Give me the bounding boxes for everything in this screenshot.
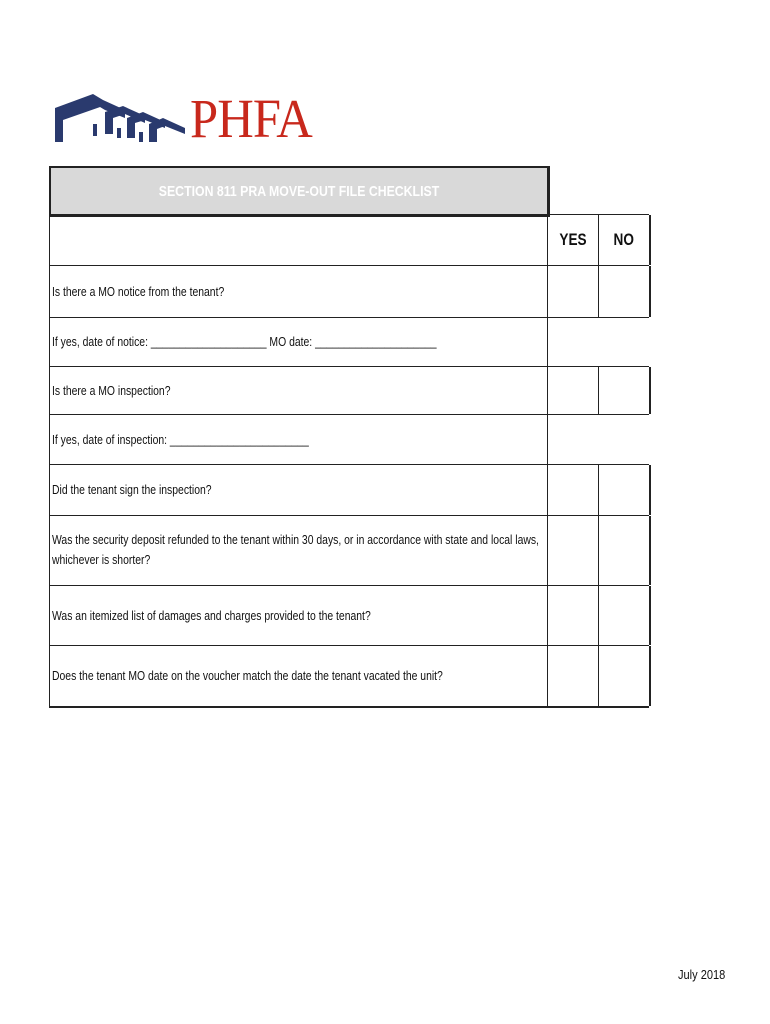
row-left-border: [49, 266, 50, 317]
question-wrap: [52, 530, 541, 570]
no-checkbox[interactable]: [598, 586, 651, 645]
checklist-row-mo-inspection: [49, 366, 649, 414]
question-text-line2: whichever is shorter?: [52, 551, 151, 567]
yes-header-label-wrap: [548, 215, 598, 265]
question-text: If yes, date of inspection: ________________________: [52, 431, 309, 447]
footer-date: [678, 967, 734, 982]
checklist-row-voucher-date: [49, 645, 649, 708]
row-left-border: [49, 516, 50, 585]
row-divider: [547, 318, 598, 366]
house-roofs-icon: [55, 90, 190, 148]
logo-text: PHFA: [190, 88, 312, 149]
header-row: [49, 214, 649, 265]
row-left-border: [49, 215, 50, 265]
row-left-border: [49, 415, 50, 464]
yes-checkbox[interactable]: [547, 646, 598, 706]
checklist-table: [49, 214, 649, 708]
phfa-logo: [55, 90, 320, 148]
no-checkbox[interactable]: [598, 646, 651, 706]
yes-checkbox[interactable]: [547, 586, 598, 645]
row-left-border: [49, 646, 50, 706]
question-wrap: [52, 381, 541, 401]
yes-checkbox[interactable]: [547, 516, 598, 585]
checklist-row-mo-notice: [49, 265, 649, 317]
question-wrap: [52, 666, 541, 686]
yes-header-label: YES: [559, 230, 587, 249]
footer-date-text: July 2018: [678, 967, 726, 982]
yes-checkbox[interactable]: [547, 367, 598, 414]
question-text: Does the tenant MO date on the voucher match the date the tenant vacated the unit?: [52, 668, 443, 683]
checklist-title: SECTION 811 PRA MOVE-OUT FILE CHECKLIST: [158, 182, 440, 200]
checklist-row-security-deposit: [49, 515, 649, 585]
no-header-label-wrap: [599, 215, 649, 265]
no-header-cell: [598, 215, 651, 265]
question-wrap: [52, 282, 541, 302]
question-text: Was an itemized list of damages and charges provided to the tenant?: [52, 607, 371, 623]
checklist-row-inspection-date: [49, 414, 649, 464]
question-wrap: [52, 606, 541, 626]
yes-header-cell: [547, 215, 598, 265]
no-checkbox[interactable]: [598, 266, 651, 317]
no-checkbox[interactable]: [598, 465, 651, 515]
row-left-border: [49, 465, 50, 515]
yes-checkbox[interactable]: [547, 266, 598, 317]
question-text: Is there a MO notice from the tenant?: [52, 283, 225, 299]
question-text: Did the tenant sign the inspection?: [52, 482, 212, 497]
no-header-label: NO: [613, 230, 635, 249]
checklist-row-itemized-list: [49, 585, 649, 645]
row-left-border: [49, 367, 50, 414]
row-left-border: [49, 318, 50, 366]
checklist-row-tenant-signed: [49, 464, 649, 515]
question-text-line1: Was the security deposit refunded to the tenant within 30 days, or in accordance with state and local laws,: [52, 531, 539, 547]
row-left-border: [49, 586, 50, 645]
question-text: If yes, date of notice: ____________________ MO date: _____________________: [52, 334, 437, 349]
question-text: Is there a MO inspection?: [52, 382, 171, 398]
checklist-row-notice-date: [49, 317, 649, 366]
row-divider: [547, 415, 598, 464]
no-checkbox[interactable]: [598, 516, 651, 585]
yes-checkbox[interactable]: [547, 465, 598, 515]
question-wrap: [52, 480, 541, 500]
no-checkbox[interactable]: [598, 367, 651, 414]
checklist-title-box: [49, 166, 550, 217]
